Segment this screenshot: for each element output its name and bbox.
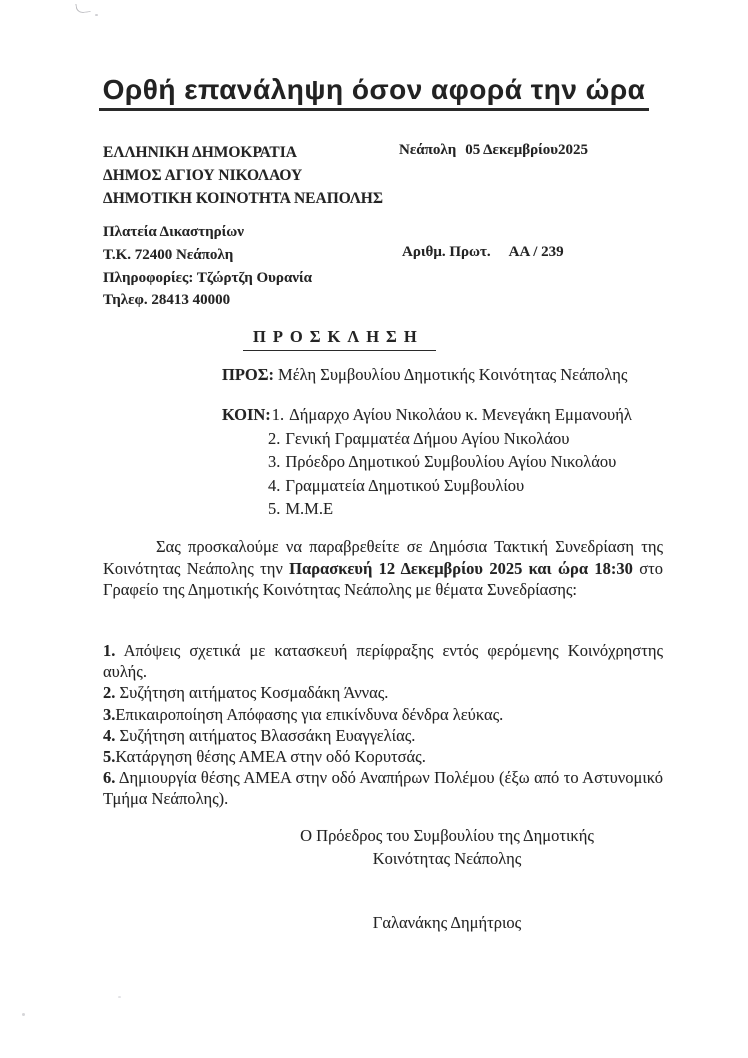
cc-item: [222, 450, 632, 474]
recipients-to-text: Μέλη Συμβουλίου Δημοτικής Κοινότητας Νεάπολης: [278, 365, 628, 384]
agenda-item: [103, 725, 663, 746]
address-phone: Τηλεφ. 28413 40000: [103, 292, 231, 309]
recipients-to-label: ΠΡΟΣ:: [222, 365, 275, 384]
address-contact: Πληροφορίες: Τζώρτζη Ουρανία: [103, 269, 313, 286]
recipients-cc-label: ΚΟΙΝ:: [222, 405, 271, 424]
agenda-item: [103, 682, 663, 703]
agenda-item-text: Συζήτηση αιτήματος Βλασσάκη Ευαγγελίας.: [115, 725, 416, 745]
agenda-item: [103, 767, 663, 809]
protocol-label: Αριθμ. Πρωτ.: [402, 244, 491, 260]
agenda-list: [103, 640, 663, 810]
cc-item-text: Δήμαρχο Αγίου Νικολάου κ. Μενεγάκη Εμμανουήλ: [289, 405, 632, 424]
signature-block: [258, 825, 636, 935]
agenda-item: [103, 640, 663, 682]
document-title: Ορθή επανάληψη όσον αφορά την ώρα: [99, 74, 650, 111]
signature-title-line1: Ο Πρόεδρος του Συμβουλίου της Δημοτικής: [300, 826, 594, 845]
cc-item-number: 2.: [268, 428, 281, 448]
scan-artifact-mark: [75, 2, 90, 14]
agenda-item: [103, 704, 663, 725]
cc-item-text: Μ.Μ.Ε: [285, 499, 334, 519]
signature-name: Γαλανάκης Δημήτριος: [372, 913, 522, 933]
agenda-item-number: 3.: [103, 704, 116, 724]
agenda-item-number: 6.: [103, 768, 116, 788]
scan-artifact-speck: [22, 1013, 25, 1016]
date-value: 05 Δεκεμβρίου2025: [465, 142, 589, 158]
cc-item: [222, 497, 632, 521]
cc-item: [222, 403, 632, 427]
org-line-municipality: ΔΗΜΟΣ ΑΓΙΟΥ ΝΙΚΟΛΑΟΥ: [103, 167, 303, 184]
recipients-to-line: [222, 365, 627, 385]
agenda-item-number: 2.: [103, 683, 116, 703]
meeting-datetime: Παρασκευή 12 Δεκεμβρίου 2025 και ώρα 18:30: [289, 558, 633, 578]
date-line: [399, 142, 588, 159]
agenda-item-text: Απόψεις σχετικά με κατασκευή περίφραξης εντός φερόμενης Κοινόχρηστης αυλής.: [103, 641, 663, 682]
agenda-item-number: 4.: [103, 725, 116, 745]
invitation-heading-wrap: [243, 327, 436, 351]
cc-item: [222, 474, 632, 498]
date-place: Νεάπολη: [399, 142, 457, 158]
document-title-wrap: [0, 74, 748, 111]
cc-item-number: 1.: [271, 405, 285, 424]
scan-artifact-speck: [118, 996, 121, 998]
letterhead-address-block: [103, 221, 312, 312]
agenda-item-number: 1.: [103, 641, 116, 660]
agenda-item: [103, 746, 663, 767]
signature-title-line2: Κοινότητας Νεάπολης: [372, 848, 522, 868]
agenda-item-text: Συζήτηση αιτήματος Κοσμαδάκη Άννας.: [115, 683, 389, 703]
org-line-republic: ΕΛΛΗΝΙΚΗ ΔΗΜΟΚΡΑΤΙΑ: [103, 144, 297, 161]
cc-item: [222, 427, 632, 451]
cc-item-number: 5.: [268, 499, 281, 519]
org-line-community: ΔΗΜΟΤΙΚΗ ΚΟΙΝΟΤΗΤΑ ΝΕΑΠΟΛΗΣ: [103, 190, 383, 207]
cc-item-number: 4.: [268, 475, 281, 495]
protocol-value: ΑΑ / 239: [508, 244, 564, 260]
cc-item-text: Πρόεδρο Δημοτικού Συμβουλίου Αγίου Νικολάου: [285, 452, 617, 472]
address-postal: Τ.Κ. 72400 Νεάπολη: [103, 246, 234, 263]
cc-item-text: Γραμματεία Δημοτικού Συμβουλίου: [285, 475, 525, 495]
recipients-cc-block: [222, 403, 632, 521]
address-street: Πλατεία Δικαστηρίων: [103, 224, 244, 240]
agenda-item-text: Επικαιροποίηση Απόφασης για επικίνδυνα δένδρα λεύκας.: [115, 704, 504, 724]
body-text-after: στο Γραφείο της Δημοτικής Κοινότητας Νεάπολης με θέματα Συνεδρίασης:: [103, 558, 663, 600]
cc-item-text: Γενική Γραμματέα Δήμου Αγίου Νικολάου: [285, 428, 570, 448]
scan-artifact-speck: [95, 14, 98, 16]
invitation-heading: ΠΡΟΣΚΛΗΣΗ: [243, 327, 436, 351]
cc-item-number: 3.: [268, 452, 281, 472]
agenda-item-number: 5.: [103, 747, 116, 767]
letterhead-org-block: [103, 141, 383, 210]
invitation-body-paragraph: [103, 536, 663, 601]
protocol-number-line: [402, 244, 564, 261]
agenda-item-text: Δημιουργία θέσης ΑΜΕΑ στην οδό Αναπήρων Πολέμου (έξω από το Αστυνομικό Τμήμα Νεάπολης).: [103, 768, 663, 809]
body-text-before: Σας προσκαλούμε να παραβρεθείτε σε Δημόσια Τακτική Συνεδρίαση της Κοινότητας Νεάπολης την: [103, 537, 663, 578]
agenda-item-text: Κατάργηση θέσης ΑΜΕΑ στην οδό Κορυτσάς.: [115, 747, 426, 767]
